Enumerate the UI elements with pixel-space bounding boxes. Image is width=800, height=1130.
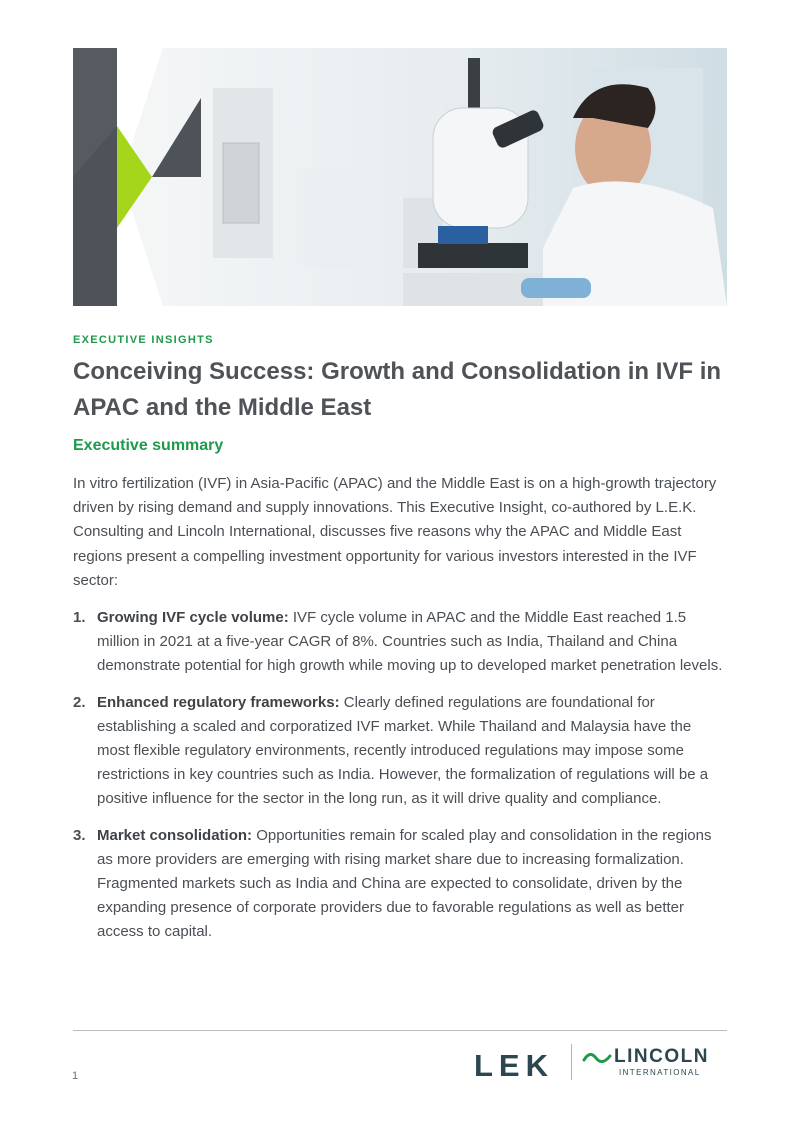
microscope-stage	[418, 243, 528, 268]
footer-divider	[73, 1030, 727, 1031]
list-item-lead: Market consolidation:	[97, 826, 253, 844]
list-item-text: Opportunities remain for scaled play and consolidation in the regions as more providers are emerging with rising market share due to increasing formalization. Fragmented markets such as India and China are expected to consolidate, driven by the expanding presence of corporate providers due to favorable regulations as well as better access to capital.	[97, 826, 712, 941]
list-item-lead: Growing IVF cycle volume:	[97, 609, 289, 626]
lek-logo: LEK	[474, 1048, 554, 1083]
intro-paragraph: In vitro fertilization (IVF) in Asia-Pacific (APAC) and the Middle East is on a high-growth trajectory driven by rising demand and supply innovations. This Executive Insight, co-authored by L.E.K. Consulting and Lincoln International, discusses five reasons why the APAC and Middle East regions present a compelling investment opportunity for various investors interested in the IVF sector:	[73, 475, 717, 589]
page-number: 1	[72, 1070, 79, 1082]
hero-illustration	[73, 48, 727, 306]
list-item	[73, 824, 723, 945]
list-item	[73, 691, 723, 812]
microscope-knob	[438, 226, 488, 244]
cabinet-window	[223, 143, 259, 223]
logo-divider	[571, 1044, 572, 1080]
list-item-lead: Enhanced regulatory frameworks:	[97, 693, 340, 711]
list-number: 3.	[73, 826, 86, 844]
lincoln-logo: LINCOLN	[614, 1046, 709, 1067]
lab-bench-equipment	[303, 168, 373, 268]
list-number: 1.	[73, 609, 86, 626]
section-heading: Executive summary	[73, 437, 224, 454]
footer-logos	[474, 1044, 728, 1082]
eyebrow-label: EXECUTIVE INSIGHTS	[73, 334, 214, 346]
list-item-text: Clearly defined regulations are foundational for establishing a scaled and corporatized IVF market. While Thailand and Malaysia have the most flexible regulatory environments, recently introduced regulations may impose some restrictions in key countries such as India. However, the formalization of regulations will be a positive influence for the sector in the long run, as it will drive quality and compliance.	[97, 693, 709, 808]
hero-image	[73, 48, 727, 306]
key-points-list	[73, 606, 723, 957]
lincoln-logo-subtitle: INTERNATIONAL	[619, 1068, 701, 1077]
page-title: Conceiving Success: Growth and Consolidation in IVF in APAC and the Middle East	[73, 358, 722, 421]
scientist-glove	[521, 278, 591, 298]
list-number: 2.	[73, 693, 86, 711]
lincoln-wave-icon	[582, 1050, 612, 1066]
list-item	[73, 606, 723, 679]
list-item-text: IVF cycle volume in APAC and the Middle East reached 1.5 million in 2021 at a five-year CAGR of 8%. Countries such as India, Thailand and China demonstrate potential for high growth while moving up to developed market penetration levels.	[97, 609, 723, 675]
